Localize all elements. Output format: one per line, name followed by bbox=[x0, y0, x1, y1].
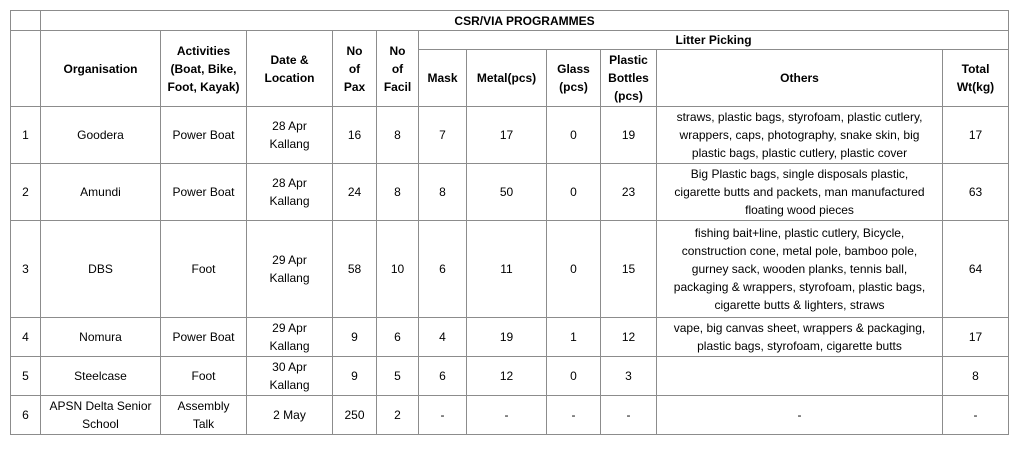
row-number: 2 bbox=[11, 164, 41, 221]
header-activities-line2: (Boat, Bike, bbox=[170, 61, 237, 76]
cell-activity: Power Boat bbox=[161, 107, 247, 164]
cell-activity: Foot bbox=[161, 357, 247, 396]
cell-activity-line1: Assembly bbox=[177, 399, 230, 413]
header-pax-line1: No bbox=[346, 43, 363, 58]
header-facil-line2: of bbox=[391, 61, 404, 76]
cell-plastic: 12 bbox=[601, 318, 657, 357]
cell-glass: 0 bbox=[547, 357, 601, 396]
header-glass-line2: (pcs) bbox=[559, 80, 588, 94]
cell-total: 63 bbox=[943, 164, 1009, 221]
header-others: Others bbox=[657, 50, 943, 107]
cell-date: 29 Apr bbox=[272, 253, 307, 267]
cell-facil: 5 bbox=[377, 357, 419, 396]
table-row bbox=[11, 107, 1009, 164]
row-number: 6 bbox=[11, 396, 41, 435]
cell-others bbox=[657, 221, 943, 318]
header-pax bbox=[333, 31, 377, 107]
cell-date-location bbox=[247, 164, 333, 221]
cell-pax: 24 bbox=[333, 164, 377, 221]
cell-total: 64 bbox=[943, 221, 1009, 318]
others-line: straws, plastic bags, styrofoam, plastic cutlery, bbox=[676, 110, 923, 124]
table-row bbox=[11, 164, 1009, 221]
cell-pax: 9 bbox=[333, 357, 377, 396]
cell-mask: 8 bbox=[419, 164, 467, 221]
cell-pax: 9 bbox=[333, 318, 377, 357]
cell-date-location bbox=[247, 396, 333, 435]
cell-total: 8 bbox=[943, 357, 1009, 396]
cell-mask: 4 bbox=[419, 318, 467, 357]
cell-mask: 6 bbox=[419, 357, 467, 396]
cell-total: - bbox=[943, 396, 1009, 435]
cell-location: Kallang bbox=[269, 194, 310, 208]
cell-location: Kallang bbox=[269, 339, 310, 353]
cell-location: Kallang bbox=[269, 378, 310, 392]
header-pax-line2: of bbox=[348, 61, 361, 76]
cell-glass: 1 bbox=[547, 318, 601, 357]
others-line: Big Plastic bags, single disposals plastic, bbox=[690, 167, 909, 181]
row-number: 4 bbox=[11, 318, 41, 357]
csr-table-wrapper bbox=[10, 10, 1009, 435]
others-line: plastic bags, plastic cutlery, plastic cover bbox=[691, 146, 908, 160]
cell-date: 28 Apr bbox=[272, 176, 307, 190]
cell-date-location bbox=[247, 318, 333, 357]
header-plastic-line2: Bottles bbox=[608, 71, 649, 85]
row-number: 3 bbox=[11, 221, 41, 318]
header-activities-line3: Foot, Kayak) bbox=[167, 79, 240, 94]
header-litter-picking: Litter Picking bbox=[419, 31, 1009, 50]
header-metal: Metal(pcs) bbox=[467, 50, 547, 107]
row-number: 1 bbox=[11, 107, 41, 164]
cell-activity: Power Boat bbox=[161, 318, 247, 357]
title-row bbox=[11, 11, 1009, 31]
header-organisation: Organisation bbox=[41, 31, 161, 107]
header-plastic-line1: Plastic bbox=[609, 53, 648, 67]
cell-total: 17 bbox=[943, 107, 1009, 164]
cell-facil: 10 bbox=[377, 221, 419, 318]
cell-plastic: 3 bbox=[601, 357, 657, 396]
cell-organisation: Steelcase bbox=[41, 357, 161, 396]
cell-date: 2 May bbox=[273, 408, 306, 422]
header-total-line2: Wt(kg) bbox=[956, 80, 995, 94]
cell-plastic: - bbox=[601, 396, 657, 435]
header-plastic-bottles bbox=[601, 50, 657, 107]
others-line: fishing bait+line, plastic cutlery, Bicycle, bbox=[694, 226, 905, 240]
header-plastic-line3: (pcs) bbox=[614, 89, 643, 103]
cell-mask: 7 bbox=[419, 107, 467, 164]
cell-metal: - bbox=[467, 396, 547, 435]
header-activities bbox=[161, 31, 247, 107]
cell-pax: 250 bbox=[333, 396, 377, 435]
cell-metal: 11 bbox=[467, 221, 547, 318]
cell-metal: 50 bbox=[467, 164, 547, 221]
header-facil-line1: No bbox=[389, 43, 406, 58]
others-line: wrappers, caps, photography, snake skin, big bbox=[679, 128, 920, 142]
cell-metal: 17 bbox=[467, 107, 547, 164]
cell-date-location bbox=[247, 107, 333, 164]
cell-date: 30 Apr bbox=[272, 360, 307, 374]
others-line: gurney sack, wooden planks, tennis ball, bbox=[691, 262, 908, 276]
cell-organisation bbox=[41, 396, 161, 435]
cell-glass: 0 bbox=[547, 164, 601, 221]
cell-organisation: Nomura bbox=[41, 318, 161, 357]
cell-facil: 2 bbox=[377, 396, 419, 435]
table-title: CSR/VIA PROGRAMMES bbox=[41, 11, 1009, 31]
corner-cell bbox=[11, 11, 41, 31]
cell-activity: Power Boat bbox=[161, 164, 247, 221]
cell-glass: 0 bbox=[547, 221, 601, 318]
cell-mask: - bbox=[419, 396, 467, 435]
cell-date: 28 Apr bbox=[272, 119, 307, 133]
group-header-row bbox=[11, 31, 1009, 50]
cell-mask: 6 bbox=[419, 221, 467, 318]
header-total-line1: Total bbox=[961, 62, 990, 76]
table-row bbox=[11, 357, 1009, 396]
cell-activity bbox=[161, 396, 247, 435]
cell-metal: 19 bbox=[467, 318, 547, 357]
cell-location: Kallang bbox=[269, 137, 310, 151]
cell-plastic: 15 bbox=[601, 221, 657, 318]
others-line: construction cone, metal pole, bamboo pole, bbox=[681, 244, 918, 258]
others-line: packaging & wrappers, styrofoam, plastic bags, bbox=[673, 280, 926, 294]
header-facil-line3: Facil bbox=[383, 79, 412, 94]
cell-activity-line2: Talk bbox=[192, 417, 215, 431]
cell-facil: 6 bbox=[377, 318, 419, 357]
row-number: 5 bbox=[11, 357, 41, 396]
cell-pax: 16 bbox=[333, 107, 377, 164]
cell-organisation: DBS bbox=[41, 221, 161, 318]
cell-facil: 8 bbox=[377, 164, 419, 221]
cell-location: Kallang bbox=[269, 271, 310, 285]
csr-programmes-table bbox=[10, 10, 1009, 435]
others-line: floating wood pieces bbox=[745, 203, 854, 217]
table-row bbox=[11, 221, 1009, 318]
cell-others bbox=[657, 396, 943, 435]
header-facil bbox=[377, 31, 419, 107]
cell-activity: Foot bbox=[161, 221, 247, 318]
header-date-line1: Date & bbox=[270, 52, 309, 67]
others-line: cigarette butts and packets, man manufactured bbox=[674, 185, 925, 199]
header-total-weight bbox=[943, 50, 1009, 107]
table-row bbox=[11, 318, 1009, 357]
index-header bbox=[11, 31, 41, 107]
table-row bbox=[11, 396, 1009, 435]
cell-plastic: 23 bbox=[601, 164, 657, 221]
header-glass bbox=[547, 50, 601, 107]
others-line: cigarette butts & lighters, straws bbox=[714, 298, 885, 312]
others-line: - bbox=[797, 408, 802, 422]
header-pax-line3: Pax bbox=[343, 79, 366, 94]
cell-date-location bbox=[247, 357, 333, 396]
cell-others bbox=[657, 107, 943, 164]
header-glass-line1: Glass bbox=[557, 62, 590, 76]
others-line: vape, big canvas sheet, wrappers & packaging, bbox=[673, 321, 926, 335]
cell-organisation-line2: School bbox=[82, 417, 119, 431]
cell-glass: - bbox=[547, 396, 601, 435]
cell-plastic: 19 bbox=[601, 107, 657, 164]
cell-date: 29 Apr bbox=[272, 321, 307, 335]
cell-date-location bbox=[247, 221, 333, 318]
cell-organisation-line1: APSN Delta Senior bbox=[49, 399, 152, 413]
header-activities-line1: Activities bbox=[176, 43, 231, 58]
cell-pax: 58 bbox=[333, 221, 377, 318]
header-date-location bbox=[247, 31, 333, 107]
cell-organisation: Goodera bbox=[41, 107, 161, 164]
others-line: plastic bags, styrofoam, cigarette butts bbox=[697, 339, 902, 353]
cell-organisation: Amundi bbox=[41, 164, 161, 221]
header-mask: Mask bbox=[419, 50, 467, 107]
cell-facil: 8 bbox=[377, 107, 419, 164]
cell-glass: 0 bbox=[547, 107, 601, 164]
cell-metal: 12 bbox=[467, 357, 547, 396]
cell-others bbox=[657, 164, 943, 221]
cell-total: 17 bbox=[943, 318, 1009, 357]
header-date-line2: Location bbox=[264, 70, 315, 85]
cell-others bbox=[657, 357, 943, 396]
cell-others bbox=[657, 318, 943, 357]
